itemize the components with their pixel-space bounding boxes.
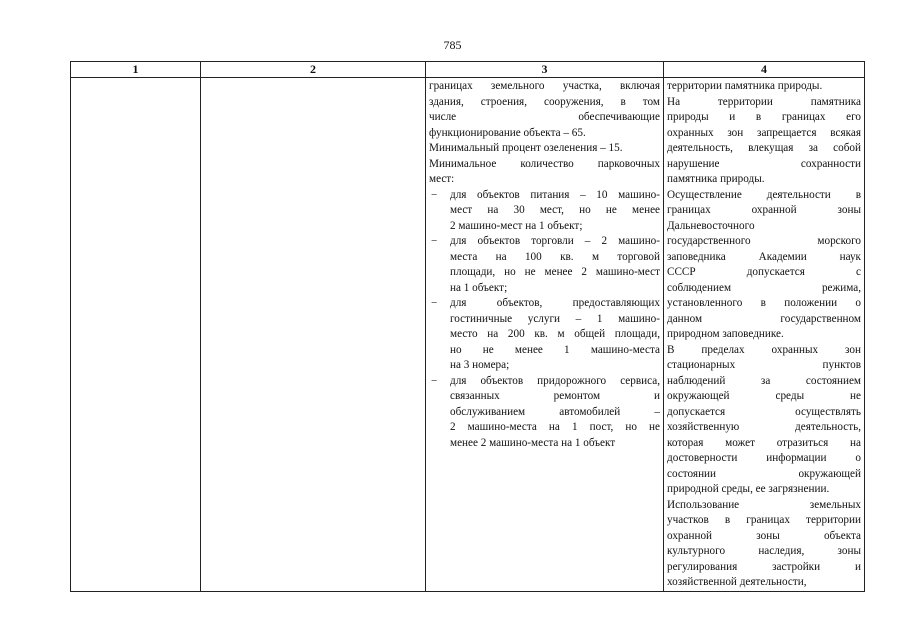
cell-col1 xyxy=(71,78,201,592)
item-4-line-5: менее 2 машино-места на 1 объект xyxy=(450,436,616,449)
col4-line: достоверности информации о xyxy=(667,452,861,464)
col4-line: стационарных пунктов xyxy=(667,359,861,371)
col4-line: охранных зон запрещается всякая xyxy=(667,126,861,139)
col4-line: регулирования застройки и xyxy=(667,560,861,573)
col4-line: СССР допускается с xyxy=(667,266,861,278)
col4-line: хозяйственной деятельности, xyxy=(667,576,807,588)
dash-marker: − xyxy=(431,235,438,247)
document-table xyxy=(70,61,865,592)
item-4-line-4: 2 машино-места на 1 пост, но не xyxy=(450,421,660,433)
item-4-line-2: связанных ремонтом и xyxy=(450,390,660,402)
col3-intro-line-4: функционирование объекта – 65. xyxy=(429,126,586,139)
table-header-row xyxy=(71,62,865,78)
column-header-2: 2 xyxy=(201,62,426,78)
col4-line: охранной зоны объекта xyxy=(667,529,861,542)
list-item xyxy=(429,234,660,296)
list-item xyxy=(429,296,660,374)
item-1-line-1: для объектов питания – 10 машино- xyxy=(450,188,660,201)
table-row xyxy=(71,78,865,592)
column-header-4: 4 xyxy=(664,62,865,78)
col4-line: памятника природы. xyxy=(667,173,765,185)
dash-marker: − xyxy=(431,374,438,387)
item-2-line-3: площади, но не менее 2 машино-мест xyxy=(450,266,660,278)
col4-line: нарушение сохранности xyxy=(667,157,861,170)
col4-line: территории памятника природы. xyxy=(667,80,823,92)
col3-intro-line-2: здания, строения, сооружения, в том xyxy=(429,95,660,108)
col3-intro-line-1: границах земельного участка, включая xyxy=(429,80,660,92)
item-1-line-3: 2 машино-мест на 1 объект; xyxy=(450,219,583,232)
item-3-line-4: но не менее 1 машино-места xyxy=(450,343,660,356)
item-3-line-5: на 3 номера; xyxy=(450,359,510,371)
item-4-line-1: для объектов придорожного сервиса, xyxy=(450,374,660,387)
item-3-line-3: место на 200 кв. м общей площади, xyxy=(450,328,660,340)
col4-line: данном государственном xyxy=(667,312,861,325)
list-item xyxy=(429,374,660,452)
col3-parking-line-1: Минимальное количество парковочных xyxy=(429,157,660,170)
col4-line: Использование земельных xyxy=(667,498,861,511)
cell-col3 xyxy=(426,78,664,592)
col3-parking-line-2: мест: xyxy=(429,173,455,185)
column-header-3: 3 xyxy=(426,62,664,78)
dash-marker: − xyxy=(431,297,438,309)
col3-intro-line-3: числе обеспечивающие xyxy=(429,111,660,123)
col3-text xyxy=(426,78,663,451)
col3-greening-line: Минимальный процент озеленения – 15. xyxy=(429,142,623,154)
col4-line: деятельность, влекущая за собой xyxy=(667,142,861,154)
col4-line: Осуществление деятельности в xyxy=(667,188,861,201)
col4-line: На территории памятника xyxy=(667,95,861,108)
col4-line: хозяйственную деятельность, xyxy=(667,421,861,433)
item-2-line-1: для объектов торговли – 2 машино- xyxy=(450,235,660,247)
dash-marker: − xyxy=(431,188,438,201)
col4-line: государственного морского xyxy=(667,235,861,247)
col4-line: природной среды, ее загрязнении. xyxy=(667,483,830,495)
col4-line: природы и в границах его xyxy=(667,111,861,123)
col4-line: окружающей среды не xyxy=(667,390,861,402)
column-header-1: 1 xyxy=(71,62,201,78)
col4-text xyxy=(664,78,864,591)
item-1-line-2: мест на 30 мест, но не менее xyxy=(450,204,660,216)
cell-col2 xyxy=(201,78,426,592)
col4-line: участков в границах территории xyxy=(667,514,861,526)
col4-line: природном заповеднике. xyxy=(667,328,784,340)
col4-line: состоянии окружающей xyxy=(667,467,861,480)
col4-line: наблюдений за состоянием xyxy=(667,374,861,387)
page-number: 785 xyxy=(443,38,462,52)
col4-line: которая может отразиться на xyxy=(667,436,861,449)
col4-line: установленного в положении о xyxy=(667,297,861,309)
item-2-line-4: на 1 объект; xyxy=(450,281,508,294)
col4-line: соблюдением режима, xyxy=(667,281,861,294)
col4-line: допускается осуществлять xyxy=(667,405,861,418)
item-3-line-2: гостиничные услуги – 1 машино- xyxy=(450,312,660,325)
cell-col4 xyxy=(664,78,865,592)
list-item xyxy=(429,188,660,235)
item-2-line-2: места на 100 кв. м торговой xyxy=(450,250,660,263)
col4-line: культурного наследия, зоны xyxy=(667,545,861,557)
col4-line: Дальневосточного xyxy=(667,219,755,232)
col4-line: В пределах охранных зон xyxy=(667,343,861,356)
item-3-line-1: для объектов, предоставляющих xyxy=(450,297,660,309)
col4-line: границах охранной зоны xyxy=(667,204,861,216)
col4-line: заповедника Академии наук xyxy=(667,250,861,263)
item-4-line-3: обслуживанием автомобилей – xyxy=(450,405,660,418)
